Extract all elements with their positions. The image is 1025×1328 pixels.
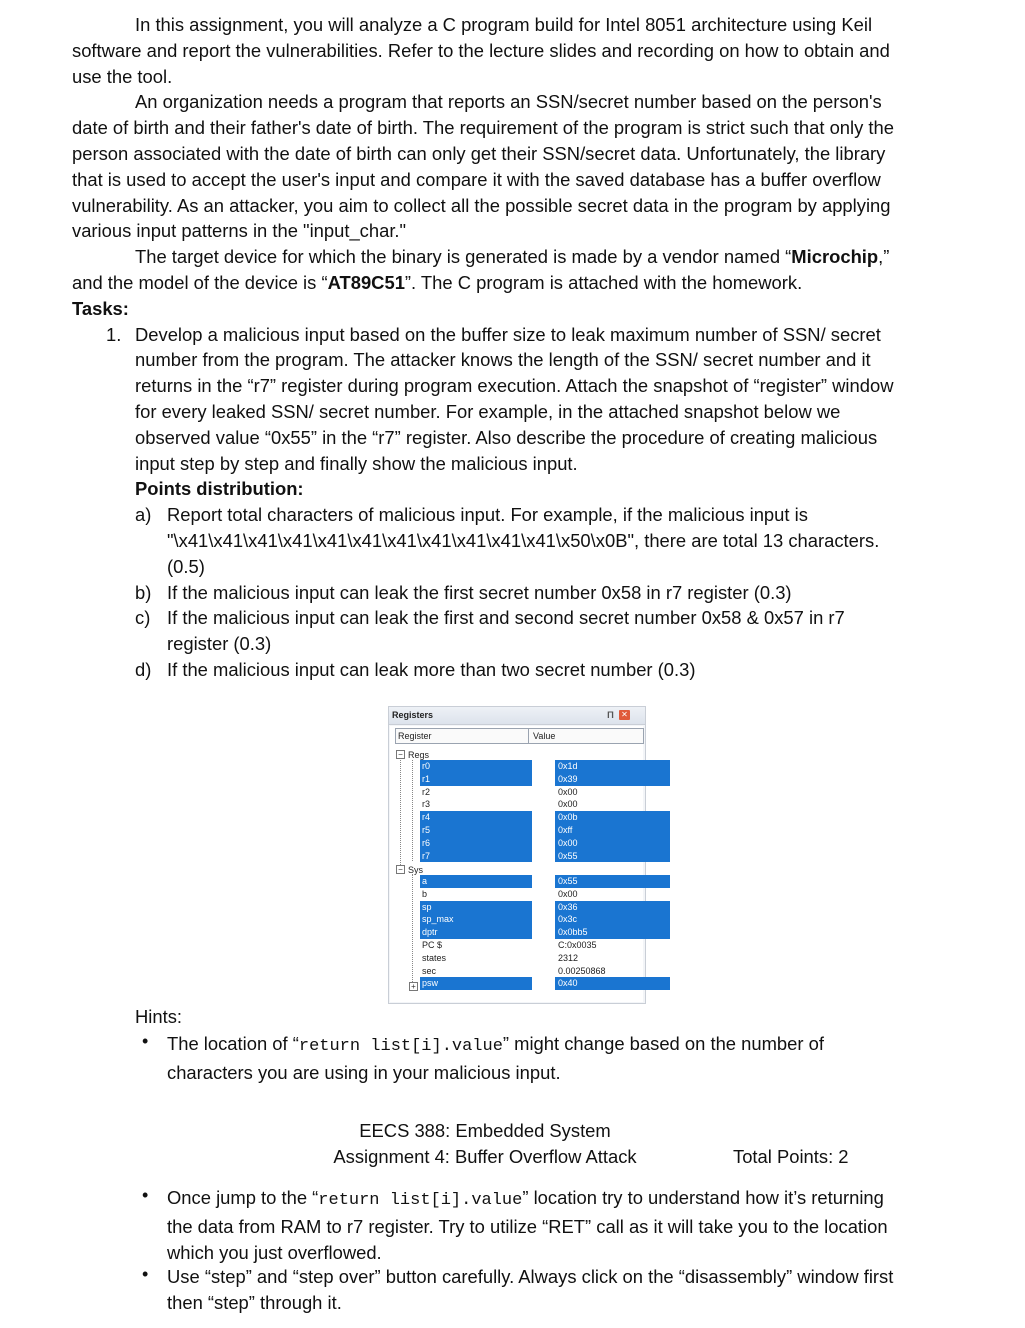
register-name: psw [420, 977, 532, 990]
registers-header [395, 728, 644, 744]
group-regs: Regs [408, 750, 430, 760]
register-name: dptr [420, 926, 532, 939]
code-return-list: return list[i].value [298, 1037, 503, 1056]
register-name: sec [422, 965, 437, 976]
register-value[interactable]: 0x00 [555, 837, 670, 850]
bullet-2: • [142, 1185, 149, 1205]
task-text: Develop a malicious input based on the buffer size to leak maximum number of SSN/ secret number from the program. The attacker knows the length of the SSN/ secret number and it returns in the “r7” register during program execution. Attach the snapshot of “register” window for every leaked SSN/ secret number. For example, in the attached snapshot below we observed value “0x55” in the “r7” register. Also describe the procedure of creating malicious input step by step and finally show the malicious input. [135, 323, 894, 474]
tasks-heading: Tasks: [72, 297, 129, 319]
points-item-a: a) Report total characters of malicious input. For example, if the malicious input is "\x41\x41\x41\x41\x41\x41\x41\x41\x41\x41\x41\x50\x0B", there are total 13 characters. (0.5) [135, 504, 880, 577]
register-name: b [422, 888, 428, 899]
register-value[interactable]: 0x00 [558, 799, 578, 810]
register-name: sp [420, 901, 532, 914]
register-name: r0 [420, 760, 532, 773]
points-item-b: b) If the malicious input can leak the first secret number 0x58 in r7 register (0.3) [135, 581, 792, 603]
code-return-list-2: return list[i].value [318, 1191, 523, 1210]
regs-collapse-icon[interactable]: − [396, 750, 405, 759]
register-name: r2 [422, 786, 431, 797]
register-name: r5 [420, 824, 532, 837]
registers-window [388, 706, 646, 1004]
column-register[interactable]: Register [398, 731, 432, 741]
register-value[interactable]: 0x36 [555, 901, 670, 914]
register-value[interactable]: 0x1d [555, 760, 670, 773]
register-value[interactable]: 0x0b [555, 811, 670, 824]
vendor-name: Microchip [791, 246, 879, 268]
total-points: Total Points: 2 [733, 1146, 849, 1167]
register-value[interactable]: 0x0bb5 [555, 926, 670, 939]
registers-title-bar [389, 707, 645, 725]
registers-title: Registers [392, 710, 434, 720]
register-name: r3 [422, 799, 431, 810]
hints-heading: Hints: [135, 1006, 183, 1027]
hint-3: Use “step” and “step over” button carefully. Always click on the “disassembly” window first then “step” through it. [167, 1266, 894, 1313]
register-value[interactable]: 0.00250868 [558, 965, 606, 976]
register-value[interactable]: 0x55 [555, 875, 670, 888]
points-item-c: c) If the malicious input can leak the first and second secret number 0x58 & 0x57 in r7 register (0.3) [135, 607, 845, 655]
register-name: a [420, 875, 532, 888]
group-sys: Sys [408, 865, 424, 875]
register-name: r4 [420, 811, 532, 824]
hint-2: Once jump to the “return list[i].value” location try to understand how it’s returning the data from RAM to r7 register. Try to utilize “RET” call as it will take you to the location which you just overflowed. [167, 1187, 888, 1263]
register-name: states [422, 952, 447, 963]
intro-paragraph-1: In this assignment, you will analyze a C program build for Intel 8051 architecture using Keil software and report the vulnerabilities. Refer to the lecture slides and recording on how to obtain and use the tool. [72, 14, 890, 87]
points-heading: Points distribution: [135, 478, 304, 500]
intro-paragraph-2: An organization needs a program that reports an SSN/secret number based on the person's date of birth and their father's date of birth. The requirement of the program is strict such that only the person associated with the date of birth can only get their SSN/secret data. Unfortunately, the library that is used to accept the user's input and compare it with the saved database has a buffer overflow vulnerability. As an attacker, you aim to collect all the possible secret data in the program by applying various input patterns in the "input_char." [72, 91, 894, 242]
pin-icon[interactable]: 𝚷 [607, 710, 614, 720]
hint-1: The location of “return list[i].value” might change based on the number of characters you are using in your malicious input. [167, 1033, 824, 1083]
device-model: AT89C51 [327, 271, 405, 293]
register-value[interactable]: 0x3c [555, 913, 670, 926]
register-value[interactable]: 0x00 [558, 888, 578, 899]
bullet-1: • [142, 1031, 149, 1051]
assignment-page [72, 12, 902, 683]
intro-paragraph-3: The target device for which the binary is generated is made by a vendor named “Microchip,” and the model of the device is “AT89C51”. The C program is attached with the homework. [72, 246, 890, 293]
task-number: 1. [106, 323, 122, 345]
register-value[interactable]: 0x40 [555, 977, 670, 990]
assignment-title: Assignment 4: Buffer Overflow Attack [333, 1146, 637, 1167]
register-value[interactable]: 0x39 [555, 773, 670, 786]
points-item-d: d) If the malicious input can leak more than two secret number (0.3) [135, 658, 696, 680]
task-item-1 [72, 322, 902, 503]
registers-table [390, 726, 643, 1002]
register-name: PC $ [422, 940, 443, 950]
psw-expand-icon[interactable]: + [409, 982, 418, 991]
close-icon[interactable]: ✕ [619, 710, 630, 720]
course-title: EECS 388: Embedded System [359, 1120, 611, 1141]
register-value[interactable]: C:0x0035 [558, 940, 597, 950]
register-value[interactable]: 0x00 [558, 786, 578, 797]
register-name: sp_max [420, 913, 532, 926]
register-name: r1 [420, 773, 532, 786]
column-value[interactable]: Value [533, 731, 556, 741]
register-value[interactable]: 2312 [558, 952, 579, 963]
bullet-3: • [142, 1264, 149, 1284]
register-name: r7 [420, 850, 532, 863]
sys-collapse-icon[interactable]: − [396, 865, 405, 874]
register-value[interactable]: 0x55 [555, 850, 670, 863]
register-value[interactable]: 0xff [555, 824, 670, 837]
register-name: r6 [420, 837, 532, 850]
